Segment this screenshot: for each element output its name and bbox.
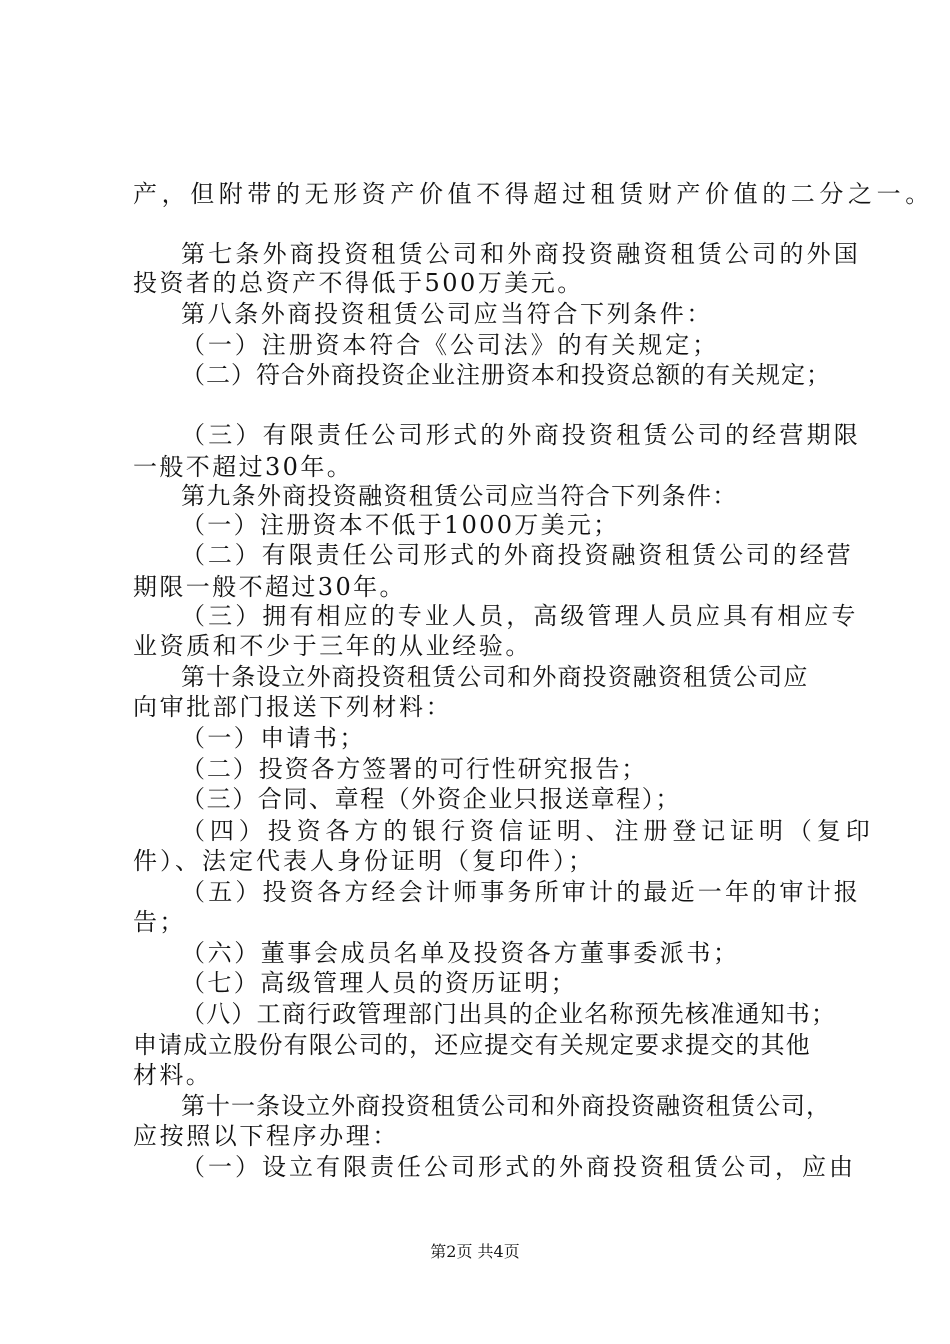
paragraph-line: 产，但附带的无形资产价值不得超过租赁财产价值的二分之一。	[133, 180, 934, 208]
paragraph-line: 申请成立股份有限公司的，还应提交有关规定要求提交的其他	[133, 1031, 811, 1059]
paragraph-line: （二）符合外商投资企业注册资本和投资总额的有关规定；	[181, 361, 831, 389]
paragraph-line: 期限一般不超过30年。	[133, 573, 406, 601]
paragraph-line: 件）、法定代表人身份证明（复印件）；	[133, 847, 595, 875]
paragraph-line: （二）投资各方签署的可行性研究报告；	[181, 755, 648, 783]
paragraph-line: （六）董事会成员名单及投资各方董事委派书；	[181, 939, 740, 967]
paragraph-line: 材料。	[133, 1061, 213, 1089]
paragraph-line: 投资者的总资产不得低于500万美元。	[133, 269, 584, 297]
paragraph-line: 向审批部门报送下列材料：	[133, 693, 453, 721]
paragraph-line: （一）注册资本不低于1000万美元；	[181, 511, 620, 539]
paragraph-line: 应按照以下程序办理：	[133, 1122, 399, 1150]
paragraph-line: 第十条设立外商投资租赁公司和外商投资融资租赁公司应	[181, 663, 809, 691]
paragraph-line: （一）申请书；	[181, 724, 366, 752]
page-number-footer: 第2页 共4页	[430, 1242, 520, 1261]
paragraph-line: （三）拥有相应的专业人员，高级管理人员应具有相应专	[181, 602, 859, 630]
paragraph-line: （一）设立有限责任公司形式的外商投资租赁公司，应由	[181, 1153, 856, 1181]
paragraph-line: （八）工商行政管理部门出具的企业名称预先核准通知书；	[181, 1000, 837, 1028]
paragraph-line: （二）有限责任公司形式的外商投资融资租赁公司的经营	[181, 541, 854, 569]
paragraph-line: （三）合同、章程（外资企业只报送章程）；	[181, 785, 681, 813]
paragraph-line: （一）注册资本符合《公司法》的有关规定；	[181, 331, 719, 359]
paragraph-line: （五）投资各方经会计师事务所审计的最近一年的审计报	[181, 878, 861, 906]
paragraph-line: 一般不超过30年。	[133, 453, 354, 481]
paragraph-line: （七）高级管理人员的资历证明；	[181, 969, 577, 997]
paragraph-line: 第九条外商投资融资租赁公司应当符合下列条件：	[181, 482, 738, 510]
paragraph-line: 告；	[133, 908, 186, 936]
paragraph-line: （四）投资各方的银行资信证明、注册登记证明（复印	[181, 817, 875, 845]
paragraph-line: 第八条外商投资租赁公司应当符合下列条件：	[181, 300, 713, 328]
paragraph-line: （三）有限责任公司形式的外商投资租赁公司的经营期限	[181, 421, 861, 449]
paragraph-line: 业资质和不少于三年的从业经验。	[133, 632, 532, 660]
paragraph-line: 第十一条设立外商投资租赁公司和外商投资融资租赁公司，	[181, 1092, 831, 1120]
paragraph-line: 第七条外商投资租赁公司和外商投资融资租赁公司的外国	[181, 240, 861, 268]
